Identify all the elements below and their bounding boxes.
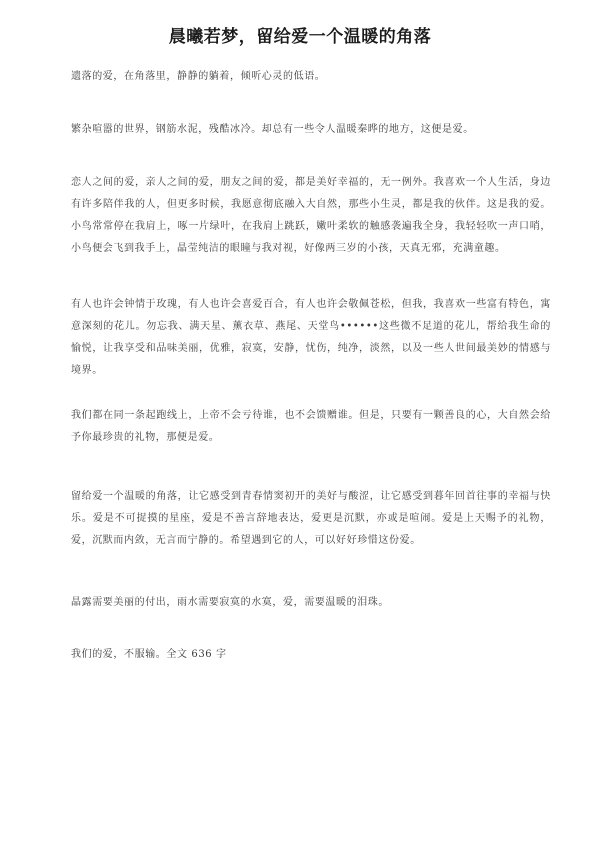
paragraph-5: 我们都在同一条起跑线上，上帝不会亏待谁，也不会馈赠谁。但是，只要有一颗善良的心，大自然会给予你最珍贵的礼物，那便是爱。 xyxy=(71,410,551,443)
paragraph-4: 有人也许会钟情于玫瑰，有人也许会喜爱百合，有人也许会敬佩苍松，但我，我喜欢一些富有特色，寓意深刻的花儿。勿忘我、满天星、薰衣草、燕尾、天堂鸟••••••这些微不足道的花儿，帮给我生命的愉悦，让我享受和品味美丽，优雅，寂寞，安静，忧伤，纯净，淡然，以及一些人世间最美妙的情感与境界。 xyxy=(71,299,551,376)
paragraph-3: 恋人之间的爱，亲人之间的爱，朋友之间的爱，都是美好幸福的，无一例外。我喜欢一个人生活，身边有许多陪伴我的人，但更多时候，我愿意彻底融入大自然，那些小生灵，都是我的伙伴。这是我的爱。小鸟常常停在我肩上，啄一片绿叶，在我肩上跳跃，嫩叶柔软的触感袭遍我全身，我轻轻吹一声口哨，小鸟便会飞到我手上，晶莹纯洁的眼瞳与我对视，好像两三岁的小孩，天真无邪，充满童趣。 xyxy=(71,177,551,254)
paragraph-2: 繁杂喧嚣的世界，钢筋水泥，残酷冰冷。却总有一些令人温暖秦晔的地方，这便是爱。 xyxy=(71,124,474,135)
paragraph-7: 晶露需要美丽的付出，雨水需要寂寞的水寞，爱，需要温暖的泪珠。 xyxy=(71,597,389,608)
paragraph-1: 遗落的爱，在角落里，静静的躺着，倾听心灵的低语。 xyxy=(71,71,326,82)
document-title: 晨曦若梦，留给爱一个温暖的角落 xyxy=(168,27,432,47)
paragraph-6: 留给爱一个温暖的角落，让它感受到青春情窦初开的美好与酸涩，让它感受到暮年回首往事的幸福与快乐。爱是不可捉摸的星座，爱是不善言辞地表达，爱更是沉默，亦或是喧闹。爱是上天赐予的礼物，爱，沉默而内敛，无言而宁静的。希望遇到它的人，可以好好珍惜这份爱。 xyxy=(71,491,551,546)
paragraph-8: 我们的爱，不服输。全文 636 字 xyxy=(71,649,227,660)
